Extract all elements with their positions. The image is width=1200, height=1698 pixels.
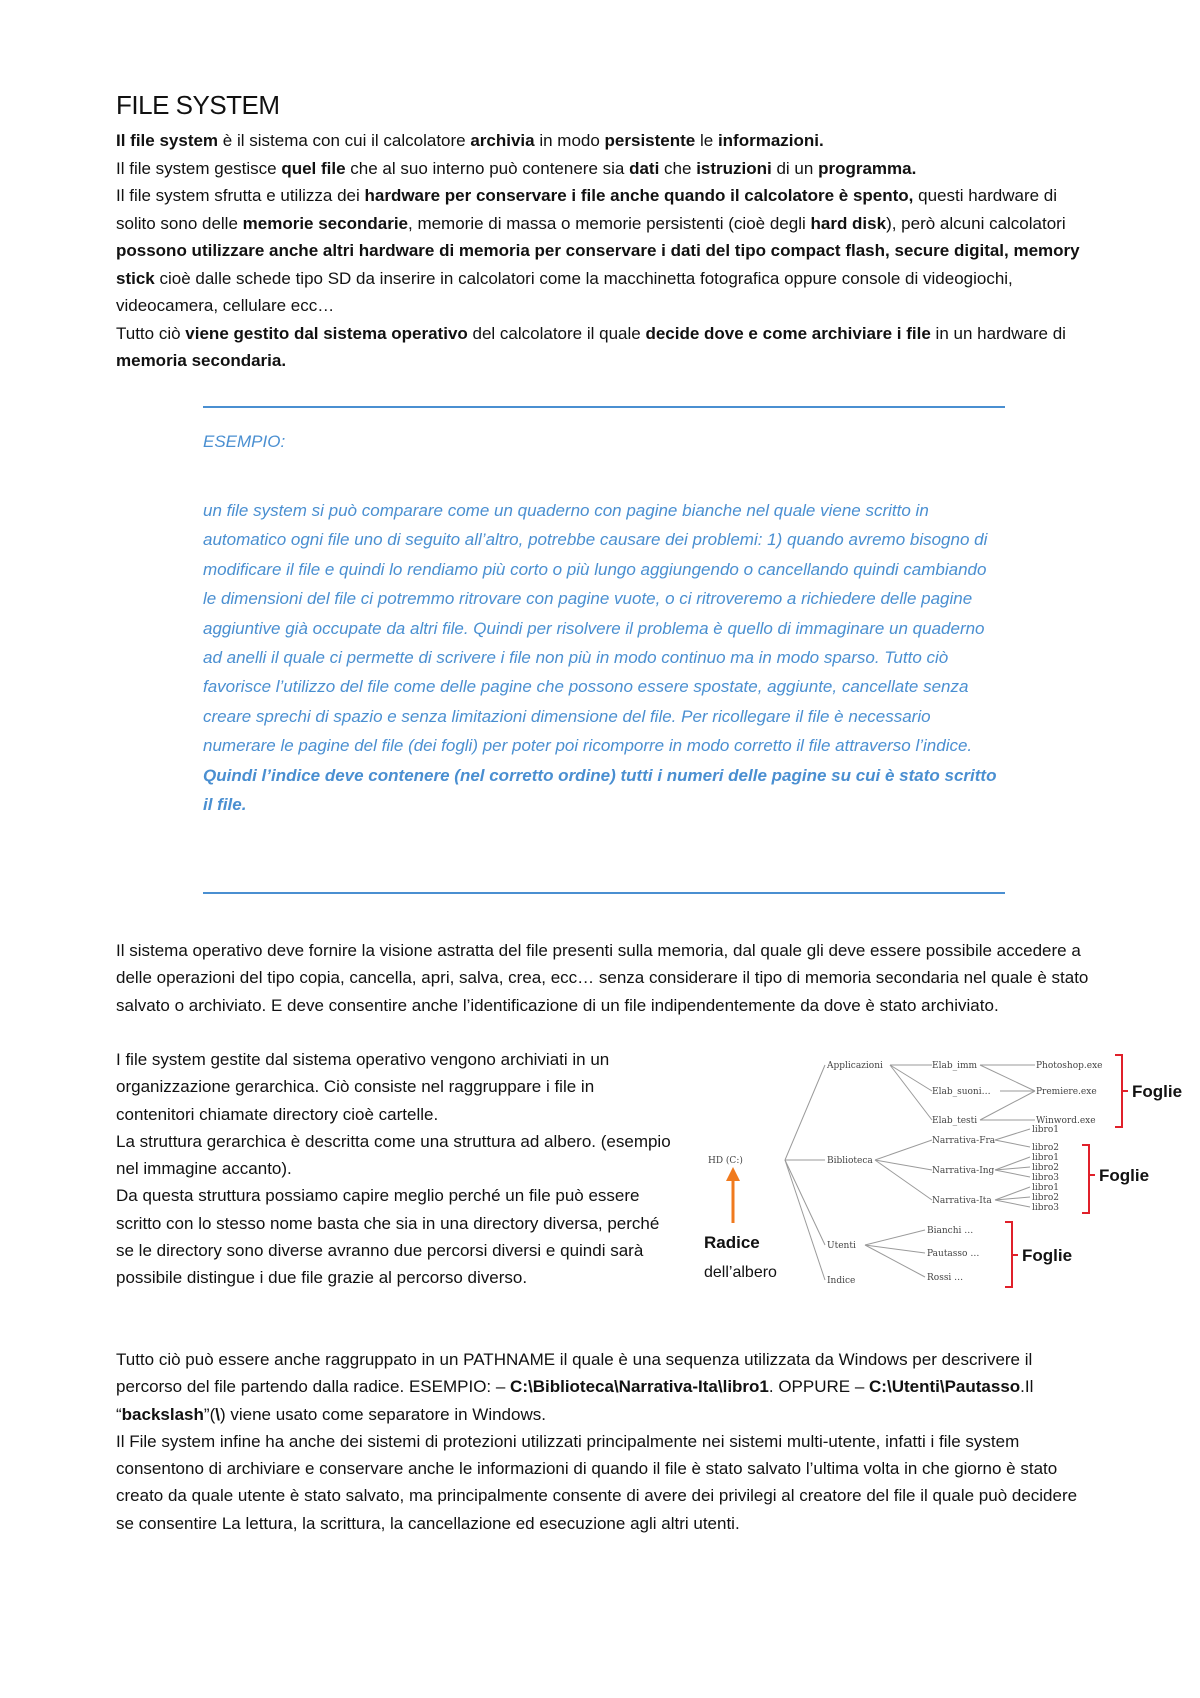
text-run: Il file system sfrutta e utilizza dei	[116, 186, 365, 205]
intro-line-4	[116, 320, 1096, 375]
tree-root: HD (C:)	[708, 1156, 743, 1166]
bold-run: hardware per conservare i file anche quando il calcolatore è spento,	[364, 186, 914, 205]
bold-run: hard disk	[810, 213, 887, 233]
closing-paragraphs	[116, 1346, 1096, 1537]
leaf-libro: libro2	[1032, 1143, 1059, 1153]
bold-run: dati	[629, 158, 660, 178]
pathname-text-a: Tutto ciò può essere anche raggruppato in un PATHNAME il quale è una sequenza utilizzata da Windows per descrivere il percorso del file partendo dalla radice. ESEMPIO: –	[116, 1350, 1033, 1397]
text-run: ), però alcuni calcolatori	[886, 213, 1066, 233]
doc-title: FILE SYSTEM	[116, 90, 280, 120]
node-narrativa-ita: Narrativa-Ita	[932, 1196, 992, 1206]
text-run: che	[659, 158, 697, 178]
node-elab-testi: Elab_testi	[932, 1116, 978, 1126]
text-run: è il sistema con cui il calcolatore	[218, 131, 471, 150]
hierarchy-p1: I file system gestite dal sistema operativo vengono archiviati in un organizzazione gerarchica. Ciò consiste nel raggruppare i file in contenitori chiamate directory cioè cartelle.	[116, 1050, 610, 1124]
leaf-libro: libro1	[1032, 1153, 1059, 1163]
pathname-text-c: . OPPURE –	[768, 1377, 870, 1397]
foglie-label-2: Foglie	[1099, 1166, 1150, 1185]
text-run: Il file system gestisce	[116, 158, 282, 178]
node-applicazioni: Applicazioni	[827, 1061, 883, 1071]
radice-label: Radice	[704, 1233, 760, 1252]
node-rossi: Rossi …	[927, 1273, 964, 1283]
bold-run: programma.	[818, 158, 917, 178]
bold-run: istruzioni	[696, 158, 772, 178]
pathname-example-2: C:\Utenti\Pautasso	[869, 1377, 1021, 1397]
bold-run: Il file system	[116, 131, 219, 150]
pathname-text-e: .Il “	[116, 1377, 1034, 1424]
example-body-text: un file system si può comparare come un quaderno con pagine bianche nel quale viene scritto in automatico ogni file uno di seguito all’altro, potrebbe causare dei problemi: 1) quando avremo bisogno di modificare il file e quindi lo rendiamo più corto o più lungo aggiungendo o cancellando quindi cambiando le dimensioni del file ci potremmo ritrovare con pagine vuote, o ci ritroveremo a richiedere delle pagine aggiuntive già occupate da altri file. Quindi per risolvere il problema è quello di immaginare un quaderno ad anelli il quale ci permette di scrivere i file non più in modo continuo ma in modo sparso. Tutto ciò favorisce l’utilizzo del file come delle pagine che possono essere spostate, aggiunte, cancellate senza creare sprechi di spazio e senza limitazioni dimensione del file. Per ricollegare il file è necessario numerare le pagine del file (dei fogli) per poter poi ricomporre in modo corretto il file attraverso l’indice.	[203, 501, 988, 756]
text-run: che al suo interno può contenere sia	[345, 158, 630, 178]
text-run: le	[695, 131, 718, 150]
leaf-libro: libro2	[1032, 1163, 1059, 1173]
pathname-example-1: C:\Biblioteca\Narrativa-Ita\libro1	[510, 1377, 769, 1397]
text-run: , memorie di massa o memorie persistenti (cioè degli	[408, 213, 811, 233]
example-body	[203, 496, 1003, 819]
example-body-bold: Quindi l’indice deve contenere (nel corretto ordine) tutti i numeri delle pagine su cui è stato scritto il file.	[203, 765, 997, 815]
intro-line-2	[116, 155, 1096, 183]
text-run: questi hardware di solito sono delle	[116, 186, 1058, 233]
text-run: di un	[771, 158, 819, 178]
node-bianchi: Bianchi …	[927, 1226, 974, 1236]
intro-line-3	[116, 182, 1096, 320]
bold-run: possono utilizzare anche altri hardware di memoria per conservare i dati del tipo compact flash, secure digital, memory stick	[116, 241, 1080, 288]
hierarchy-text	[116, 1046, 676, 1292]
pathname-text-g: ”(	[203, 1404, 216, 1424]
leaf-libro: libro3	[1032, 1173, 1059, 1183]
backslash-word: backslash	[121, 1404, 204, 1424]
bold-run: archivia	[470, 131, 535, 150]
node-utenti: Utenti	[827, 1241, 856, 1251]
leaf-winword: Winword.exe	[1036, 1116, 1096, 1126]
leaf-libro: libro2	[1032, 1193, 1059, 1203]
node-elab-imm: Elab_imm	[932, 1061, 978, 1071]
bold-run: viene gestito dal sistema operativo	[185, 323, 468, 343]
node-elab-suoni: Elab_suoni…	[932, 1087, 991, 1097]
protection-paragraph: Il File system infine ha anche dei sistemi di protezioni utilizzati principalmente nei sistemi multi-utente, infatti i file system consentono di archiviare e conservare anche le informazioni di quando il file è stato salvato l’ultima volta in che giorno è stato creato da quale utente è stato salvato, ma principalmente consente di avere dei privilegi al creatore del file il quale può decidere se consentire La lettura, la scrittura, la cancellazione ed esecuzione agli altri utenti.	[116, 1431, 1078, 1533]
bold-run: quel file	[281, 158, 346, 178]
example-top-rule	[203, 406, 1005, 408]
hierarchy-p3: Da questa struttura possiamo capire meglio perché un file può essere scritto con lo stesso nome basta che sia in una directory diversa, perché se le directory sono diverse avranno due percorsi diversi e quindi sarà possibile distingue i due file grazie al percorso diverso.	[116, 1186, 660, 1288]
node-indice: Indice	[827, 1276, 856, 1286]
intro-paragraphs	[116, 127, 1096, 375]
leaf-libro: libro3	[1032, 1203, 1059, 1213]
foglie-label-3: Foglie	[1022, 1246, 1073, 1265]
leaf-libro: libro1	[1032, 1125, 1059, 1135]
albero-label: dell’albero	[704, 1264, 777, 1281]
bold-run: memoria secondaria.	[116, 351, 287, 370]
node-biblioteca: Biblioteca	[827, 1156, 873, 1166]
text-run: cioè dalle schede tipo SD da inserire in calcolatori come la macchinetta fotografica oppure console di videogiochi, videocamera, cellulare ecc…	[116, 268, 1013, 315]
section-2-text: Il sistema operativo deve fornire la visione astratta del file presenti sulla memoria, dal quale gli deve essere possibile accedere a delle operazioni del tipo copia, cancella, apri, salva, crea, ecc… senza considerare il tipo di memoria secondaria nel quale è stato salvato o archiviato. E deve consentire anche l’identificazione di un file indipendentemente da dove è stato archiviato.	[116, 941, 1089, 1015]
text-run: in modo	[534, 131, 605, 150]
node-narrativa-fra: Narrativa-Fra	[932, 1136, 996, 1146]
example-label: ESEMPIO:	[203, 432, 286, 451]
arrow-up-icon	[726, 1167, 740, 1223]
bold-run: informazioni.	[717, 131, 824, 150]
foglie-label-1: Foglie	[1132, 1082, 1183, 1101]
pathname-text-i: ) viene usato come separatore in Windows.	[219, 1404, 546, 1424]
text-run: in un hardware di	[930, 323, 1066, 343]
tree-edges	[785, 1065, 1035, 1280]
leaf-libro: libro1	[1032, 1183, 1059, 1193]
intro-line-1	[116, 127, 1096, 155]
node-narrativa-ing: Narrativa-Ing	[932, 1166, 995, 1176]
text-run: del calcolatore il quale	[467, 323, 646, 343]
hierarchy-p2: La struttura gerarchica è descritta come una struttura ad albero. (esempio nel immagine accanto).	[116, 1131, 671, 1179]
file-tree-diagram	[700, 1045, 1183, 1295]
pathname-paragraph	[116, 1346, 1096, 1428]
leaf-premiere: Premiere.exe	[1036, 1087, 1097, 1097]
text-run: Tutto ciò	[116, 323, 186, 343]
bold-run: persistente	[604, 131, 696, 150]
example-bottom-rule	[203, 892, 1005, 894]
node-pautasso: Pautasso …	[927, 1249, 980, 1259]
backslash-symbol: \	[215, 1404, 220, 1424]
bold-run: decide dove e come archiviare i file	[645, 323, 931, 343]
leaf-photoshop: Photoshop.exe	[1036, 1061, 1103, 1071]
section-2	[116, 937, 1096, 1019]
bold-run: memorie secondarie	[242, 213, 408, 233]
